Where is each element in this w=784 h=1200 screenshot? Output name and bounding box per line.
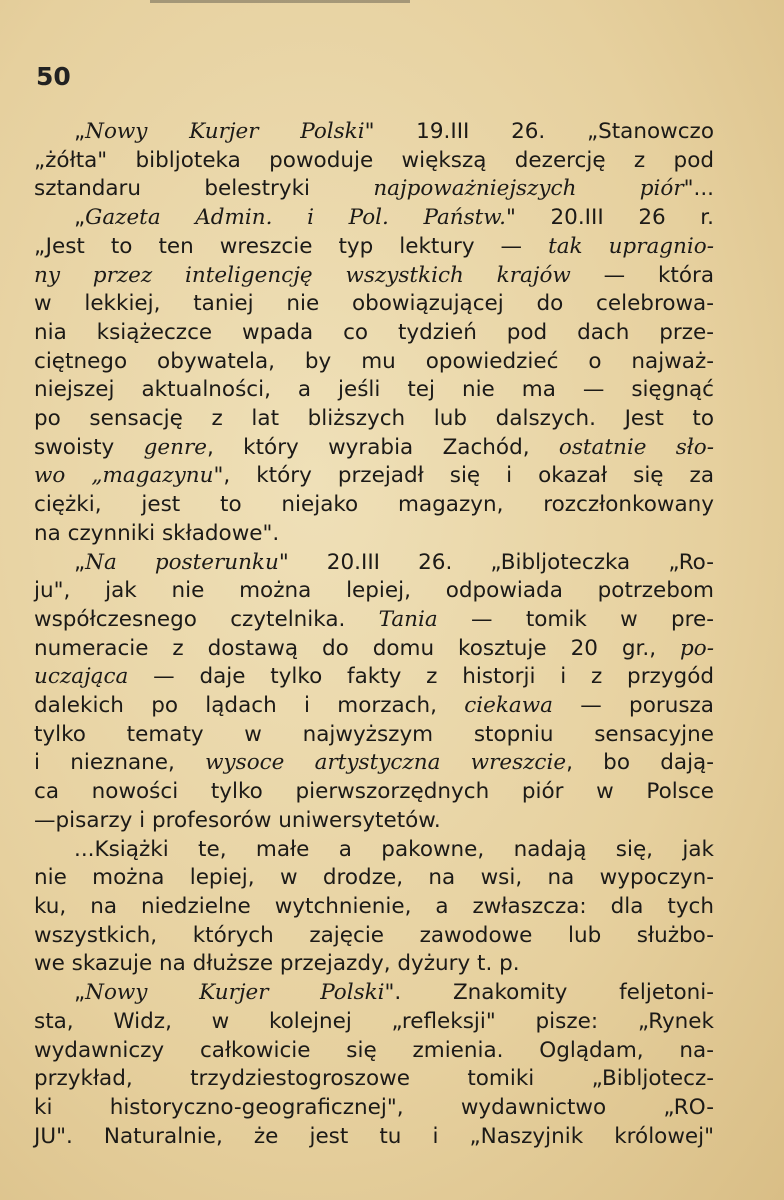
- text-line: [34, 520, 714, 549]
- text-segment: —pisarzy i profesorów uniwersytetów.: [34, 807, 441, 833]
- italic-segment: ostatnie sło-: [558, 434, 714, 460]
- text-segment: „: [74, 980, 86, 1006]
- text-line: [34, 807, 714, 836]
- text-line: [34, 1037, 714, 1066]
- text-line: [34, 922, 714, 951]
- text-segment: na czynniki składowe".: [34, 520, 280, 546]
- text-line: [34, 663, 714, 692]
- text-segment: tylko tematy w najwyższym stopniu sensacyjne: [34, 721, 714, 747]
- text-line: [34, 1123, 714, 1152]
- text-line: [34, 749, 714, 778]
- text-segment: ", który przejadł się i okazał się za: [213, 463, 715, 489]
- text-segment: „: [74, 549, 86, 575]
- text-segment: , bo dają-: [566, 750, 714, 776]
- text-segment: niejszej aktualności, a jeśli tej nie ma — sięgnąć: [34, 377, 714, 403]
- text-segment: wszystkich, których zajęcie zawodowe lub służbo-: [34, 922, 714, 948]
- text-segment: ku, na niedzielne wytchnienie, a zwłaszcza: dla tych: [34, 893, 714, 919]
- text-line: [34, 175, 714, 204]
- text-segment: numeracie z dostawą do domu kosztuje 20 gr.,: [34, 635, 681, 661]
- text-segment: w lekkiej, taniej nie obowiązującej do celebrowa-: [34, 291, 714, 317]
- text-segment: ciężki, jest to niejako magazyn, rozczłonkowany: [34, 492, 714, 518]
- text-segment: sztandaru belestryki: [34, 176, 374, 202]
- text-segment: , który wyrabia Zachód,: [206, 434, 559, 460]
- text-line: [34, 319, 714, 348]
- text-line: [34, 721, 714, 750]
- text-line: [34, 1008, 714, 1037]
- italic-segment: ny przez inteligencję wszystkich krajów: [34, 262, 571, 288]
- text-line: [34, 262, 714, 291]
- text-line: [34, 405, 714, 434]
- text-line: [34, 462, 714, 491]
- text-segment: " 19.III 26. „Stanowczo: [364, 119, 714, 144]
- text-line: [34, 290, 714, 319]
- text-segment: „Jest to ten wreszcie typ lektury —: [34, 233, 549, 259]
- italic-segment: Nowy Kurjer Polski: [85, 119, 365, 144]
- text-segment: i nieznane,: [34, 750, 206, 776]
- italic-segment: Nowy Kurjer Polski: [85, 980, 385, 1006]
- text-segment: — która: [570, 262, 714, 288]
- text-line: [34, 1094, 714, 1123]
- text-segment: „: [74, 205, 86, 231]
- text-line: [34, 348, 714, 377]
- text-line: [34, 147, 714, 176]
- text-line: [34, 950, 714, 979]
- italic-segment: ciekawa: [464, 693, 553, 719]
- text-segment: „żółta" bibljoteka powoduje większą dezercję z pod: [34, 147, 714, 173]
- text-segment: ca nowości tylko pierwszorzędnych piór w Polsce: [34, 779, 714, 805]
- text-line: [34, 692, 714, 721]
- italic-segment: najpoważniejszych piór: [373, 176, 684, 202]
- text-line: [34, 836, 714, 865]
- text-segment: — tomik w pre-: [437, 606, 715, 632]
- text-segment: wydawniczy całkowicie się zmienia. Oglądam, na-: [34, 1037, 714, 1063]
- italic-segment: genre: [143, 434, 207, 460]
- text-segment: „: [74, 119, 86, 144]
- text-segment: "...: [683, 176, 714, 202]
- text-line: [34, 979, 714, 1008]
- text-segment: ciętnego obywatela, by mu opowiedzieć o najważ-: [34, 348, 714, 374]
- text-line: [34, 491, 714, 520]
- text-line: [34, 635, 714, 664]
- text-segment: — porusza: [552, 693, 714, 719]
- italic-segment: wysoce artystyczna wreszcie: [205, 750, 567, 776]
- text-line: [34, 233, 714, 262]
- text-segment: JU". Naturalnie, że jest tu i „Naszyjnik królowej": [34, 1123, 714, 1149]
- italic-segment: Gazeta Admin. i Pol. Państw.: [85, 205, 506, 231]
- text-line: [34, 606, 714, 635]
- italic-segment: po-: [680, 635, 714, 661]
- text-line: [34, 549, 714, 578]
- text-segment: dalekich po lądach i morzach,: [34, 693, 465, 719]
- italic-segment: Na posterunku: [85, 549, 279, 575]
- text-line: [34, 376, 714, 405]
- text-segment: nie można lepiej, w drodze, na wsi, na wypoczyn-: [34, 865, 714, 891]
- text-segment: — daje tylko fakty z historji i z przygód: [128, 664, 714, 690]
- text-segment: swoisty: [34, 434, 144, 460]
- text-segment: ". Znakomity feljetoni-: [384, 980, 714, 1006]
- text-line: [34, 204, 714, 233]
- text-segment: po sensację z lat bliższych lub dalszych. Jest to: [34, 406, 714, 432]
- text-segment: przykład, trzydziestogroszowe tomiki „Bibljotecz-: [34, 1066, 714, 1092]
- page-number: 50: [36, 62, 71, 91]
- text-line: [34, 1065, 714, 1094]
- text-segment: " 20.III 26 r.: [505, 205, 714, 231]
- text-segment: " 20.III 26. „Bibljoteczka „Ro-: [278, 549, 714, 575]
- text-segment: nia książeczce wpada co tydzień pod dach prze-: [34, 319, 714, 345]
- italic-segment: tak upragnio-: [548, 233, 714, 259]
- text-segment: sta, Widz, w kolejnej „refleksji" pisze: „Rynek: [34, 1008, 714, 1034]
- text-segment: ju", jak nie można lepiej, odpowiada potrzebom: [34, 578, 714, 604]
- text-segment: ki historyczno-geograficznej", wydawnictwo „RO-: [34, 1094, 714, 1120]
- italic-segment: Tania: [378, 606, 438, 632]
- text-segment: ...Książki te, małe a pakowne, nadają się, jak: [74, 836, 714, 862]
- italic-segment: wo „magazynu: [34, 463, 214, 489]
- text-line: [34, 118, 714, 147]
- body-text: [34, 118, 714, 1151]
- text-line: [34, 577, 714, 606]
- text-segment: we skazuje na dłuższe przejazdy, dyżury t. p.: [34, 951, 520, 977]
- top-rule: [150, 0, 410, 3]
- text-line: [34, 778, 714, 807]
- italic-segment: uczająca: [34, 664, 129, 690]
- text-line: [34, 434, 714, 463]
- text-line: [34, 864, 714, 893]
- text-line: [34, 893, 714, 922]
- text-segment: współczesnego czytelnika.: [34, 606, 379, 632]
